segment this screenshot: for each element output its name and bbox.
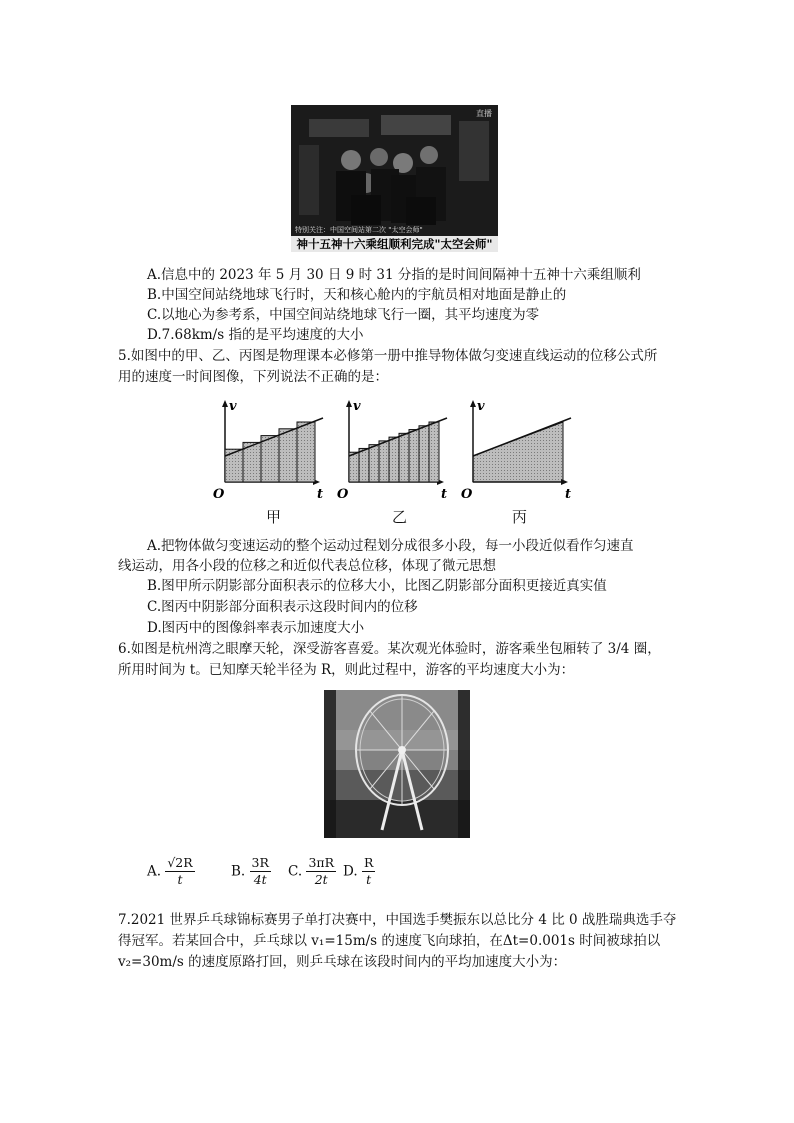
ferris-wheel-photo	[324, 690, 470, 838]
q5-option-a: A.把物体做匀变速运动的整个运动过程划分成很多小段，每一小段近似看作匀速直	[147, 538, 634, 554]
origin-label: O	[461, 487, 473, 502]
figure-label-yi: 乙	[392, 508, 408, 526]
q5-option-d: D.图丙中的图像斜率表示加速度大小	[147, 620, 365, 636]
q4-option-c: C.以地心为参考系，中国空间站绕地球飞行一圈，其平均速度为零	[147, 307, 540, 323]
q6-stem-line2: 所用时间为 t。已知摩天轮半径为 R，则此过程中，游客的平均速度大小为：	[118, 662, 575, 678]
graph-yi	[337, 399, 447, 502]
q4-option-b: B.中国空间站绕地球飞行时，天和核心舱内的宇航员相对地面是静止的	[147, 287, 567, 303]
q5-option-a-cont: 线运动，用各小段的位移之和近似代表总位移，体现了微元思想	[118, 558, 496, 574]
figure-label-bing: 丙	[512, 508, 528, 526]
q6-option-b: B. $\frac{3R}{4t}$	[231, 855, 269, 887]
origin-label: O	[337, 487, 349, 502]
velocity-bar	[419, 426, 429, 482]
velocity-bar	[399, 433, 409, 482]
velocity-bar	[279, 429, 297, 482]
origin-label: O	[213, 487, 225, 502]
q6-option-d: D. $\frac{R}{t}$	[343, 855, 374, 887]
fraction: $\frac{R}{t}$	[363, 855, 374, 887]
velocity-bar	[369, 445, 379, 482]
q5-option-c: C.图丙中阴影部分面积表示这段时间内的位移	[147, 599, 418, 615]
photo-small-caption: 特别关注：中国空间站第二次 "太空会师"	[295, 226, 423, 234]
live-tag: 直播	[476, 109, 492, 118]
velocity-bar	[429, 422, 439, 482]
velocity-bar	[261, 436, 279, 482]
velocity-bar	[389, 437, 399, 482]
fraction: $\frac{3R}{4t}$	[251, 855, 269, 887]
figure-label-jia: 甲	[266, 508, 282, 526]
fraction: $\frac{3\pi R}{2t}$	[308, 855, 335, 887]
y-axis-label: v	[353, 399, 361, 414]
velocity-bar	[297, 422, 315, 482]
q7-line2: 得冠军。若某回合中，乒乓球以 v₁=15m/s 的速度飞向球拍，在Δt=0.001s 时间被球拍以	[118, 933, 661, 949]
q6-option-c: C. $\frac{3\pi R}{2t}$	[288, 855, 335, 887]
space-station-photo	[291, 105, 498, 252]
q7-line3: v₂=30m/s 的速度原路打回，则乒乓球在该段时间内的平均加速度大小为：	[118, 954, 567, 970]
y-axis-label: v	[477, 399, 485, 414]
y-axis-label: v	[229, 399, 237, 414]
q7-line1: 7.2021 世界乒乓球锦标赛男子单打决赛中，中国选手樊振东以总比分 4 比 0 战胜瑞典选手夺	[118, 912, 677, 928]
velocity-bar	[225, 449, 243, 482]
q5-stem-line2: 用的速度一时间图像，下列说法不正确的是：	[118, 369, 388, 385]
photo-caption: 神十五神十六乘组顺利完成"太空会师"	[291, 236, 498, 252]
q5-stem-line1: 5.如图中的甲、乙、丙图是物理课本必修第一册中推导物体做匀变速直线运动的位移公式所	[118, 348, 658, 364]
q5-option-b: B.图甲所示阴影部分面积表示的位移大小，比图乙阴影部分面积更接近真实值	[147, 578, 607, 594]
shaded-trapezoid	[473, 422, 563, 482]
q4-option-d: D.7.68km/s 指的是平均速度的大小	[147, 327, 364, 343]
fraction: $\frac{√2R}{t}$	[167, 855, 193, 887]
velocity-bar	[359, 448, 369, 482]
q6-option-a: A. $\frac{√2R}{t}$	[147, 855, 193, 887]
velocity-bar	[409, 430, 419, 482]
velocity-bar	[349, 452, 359, 482]
q4-option-a: A.信息中的 2023 年 5 月 30 日 9 时 31 分指的是时间间隔神十五神十六乘组顺利	[147, 267, 641, 283]
graph-bing	[461, 399, 571, 502]
x-axis-label: t	[317, 487, 324, 502]
q6-stem-line1: 6.如图是杭州湾之眼摩天轮，深受游客喜爱。某次观光体验时，游客乘坐包厢转了 3/4 圈，	[118, 641, 661, 657]
velocity-bar	[379, 441, 389, 482]
x-axis-label: t	[441, 487, 448, 502]
graph-jia	[213, 399, 323, 502]
x-axis-label: t	[565, 487, 572, 502]
